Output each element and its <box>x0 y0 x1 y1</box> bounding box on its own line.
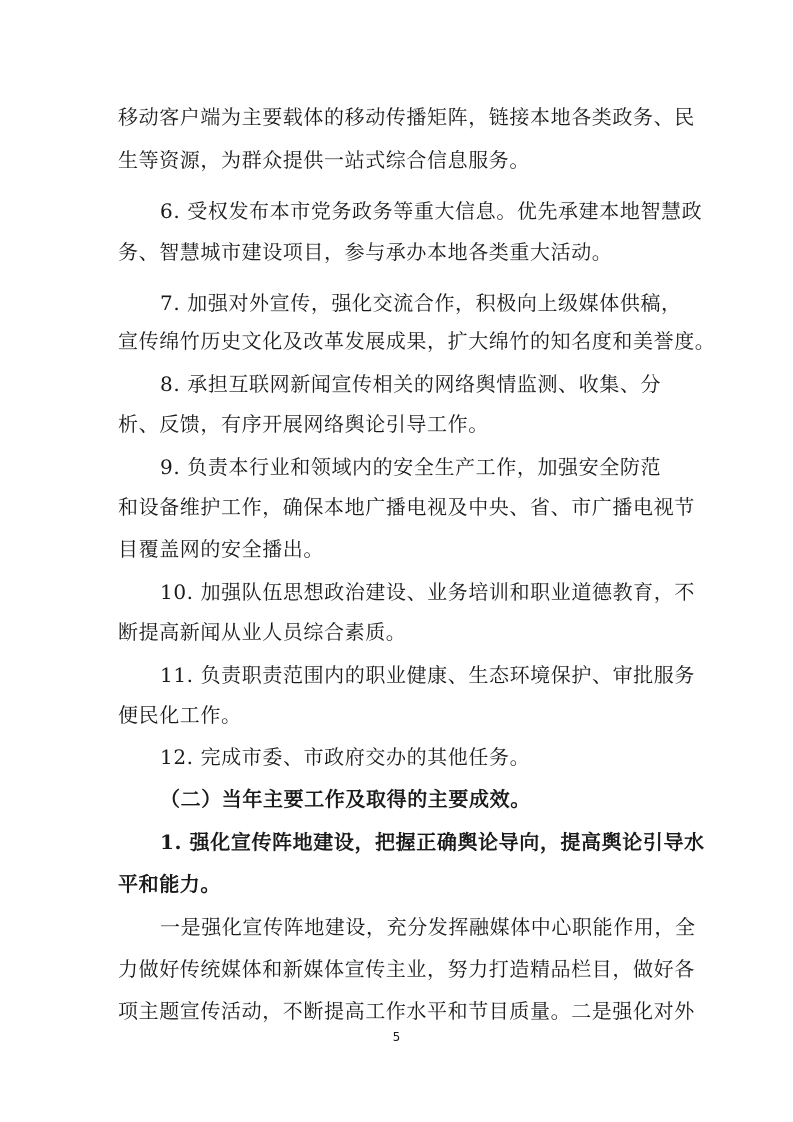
list-item-6: 6. 受权发布本市党务政务等重大信息。优先承建本地智慧政 <box>160 199 703 223</box>
list-item-9: 9. 负责本行业和领域内的安全生产工作，加强安全防范 <box>160 455 662 479</box>
list-item-8: 8. 承担互联网新闻宣传相关的网络舆情监测、收集、分 <box>160 372 662 396</box>
page-number: 5 <box>392 1030 401 1044</box>
body-line: 力做好传统媒体和新媒体宣传主业，努力打造精品栏目，做好各 <box>118 957 695 981</box>
body-line: 断提高新闻从业人员综合素质。 <box>118 620 407 644</box>
body-line: 移动客户端为主要载体的移动传播矩阵，链接本地各类政务、民 <box>118 105 695 129</box>
list-item-7: 7. 加强对外宣传，强化交流合作，积极向上级媒体供稿， <box>160 291 682 315</box>
body-line: 便民化工作。 <box>118 703 242 727</box>
list-item-11: 11. 负责职责范围内的职业健康、生态环境保护、审批服务 <box>160 663 695 687</box>
body-line: 务、智慧城市建设项目，参与承办本地各类重大活动。 <box>118 240 613 264</box>
body-line: 和设备维护工作，确保本地广播电视及中央、省、市广播电视节 <box>118 495 695 519</box>
list-item-10: 10. 加强队伍思想政治建设、业务培训和职业道德教育，不 <box>160 580 695 604</box>
body-line: 析、反馈，有序开展网络舆论引导工作。 <box>118 412 489 436</box>
body-line: 项主题宣传活动，不断提高工作水平和节目质量。二是强化对外 <box>118 999 695 1023</box>
body-line: 一是强化宣传阵地建设，充分发挥融媒体中心职能作用，全 <box>160 915 696 939</box>
body-line: 目覆盖网的安全播出。 <box>118 537 324 561</box>
section-heading: （二）当年主要工作及取得的主要成效。 <box>160 787 531 811</box>
subsection-heading: 1. 强化宣传阵地建设，把握正确舆论导向，提高舆论引导水 <box>160 830 705 854</box>
body-line: 生等资源，为群众提供一站式综合信息服务。 <box>118 148 530 172</box>
list-item-12: 12. 完成市委、市政府交办的其他任务。 <box>160 745 531 769</box>
subsection-heading-cont: 平和能力。 <box>118 872 221 896</box>
body-line: 宣传绵竹历史文化及改革发展成果，扩大绵竹的知名度和美誉度。 <box>118 329 716 353</box>
